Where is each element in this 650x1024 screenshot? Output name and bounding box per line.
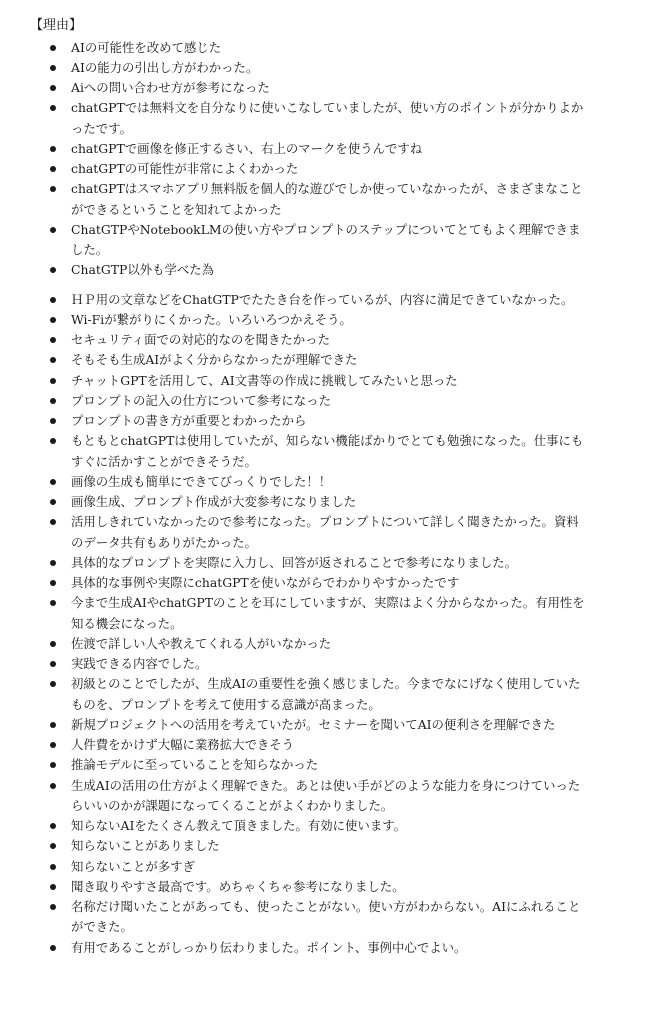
list-item: 名称だけ聞いたことがあっても、使ったことがない。使い方がわからない。AIにふれることができた。 [0,897,591,938]
list-item: 初級とのことでしたが、生成AIの重要性を強く感じました。今までなにげなく使用していたものを、プロンプトを考えて使用する意識が高まった。 [0,674,591,715]
reasons-list [0,38,650,958]
list-item: chatGPTの可能性が非常によくわかった [0,159,591,179]
list-item: 人件費をかけず大幅に業務拡大できそう [0,735,591,755]
list-item: chatGPTはスマホアプリ無料版を個人的な遊びでしか使っていなかったが、さまざまなことができるということを知れてよかった [0,179,591,220]
list-item: 具体的なプロンプトを実際に入力し、回答が返されることで参考になりました。 [0,553,591,573]
list-item: 活用しきれていなかったので参考になった。プロンプトについて詳しく聞きたかった。資料のデータ共有もありがたかった。 [0,512,591,553]
list-item: プロンプトの記入の仕方について参考になった [0,391,591,411]
list-item: AIの可能性を改めて感じた [0,38,591,58]
list-item: chatGPTでは無料文を自分なりに使いこなしていましたが、使い方のポイントが分かりよかったです。 [0,98,591,139]
list-item: 聞き取りやすさ最高です。めちゃくちゃ参考になりました。 [0,877,591,897]
list-item: ＨＰ用の文章などをChatGTPでたたき台を作っているが、内容に満足できていなかった。 [0,290,591,310]
list-item: 生成AIの活用の仕方がよく理解できた。あとは使い手がどのような能力を身につけていったらいいのかが課題になってくることがよくわかりました。 [0,776,591,817]
list-item: 佐渡で詳しい人や教えてくれる人がいなかった [0,634,591,654]
list-item: ChatGTPやNotebookLMの使い方やプロンプトのステップについてとてもよく理解できました。 [0,220,591,261]
list-item: AIの能力の引出し方がわかった。 [0,58,591,78]
list-item: 有用であることがしっかり伝わりました。ポイント、事例中心でよい。 [0,938,591,958]
list-item: 今まで生成AIやchatGPTのことを耳にしていますが、実際はよく分からなかった。有用性を知る機会になった。 [0,593,591,634]
list-item: プロンプトの書き方が重要とわかったから [0,411,591,431]
list-item: チャットGPTを活用して、AI文書等の作成に挑戦してみたいと思った [0,371,591,391]
section-heading: 【理由】 [30,18,83,33]
list-item: 画像の生成も簡単にできてびっくりでした！！ [0,472,591,492]
list-item: 知らないことがありました [0,836,591,856]
list-item: 知らないことが多すぎ [0,857,591,877]
list-item: Aiへの問い合わせ方が参考になった [0,78,591,98]
list-item: 知らないAIをたくさん教えて頂きました。有効に使います。 [0,816,591,836]
list-item: 画像生成、プロンプト作成が大変参考になりました [0,492,591,512]
list-item: 実践できる内容でした。 [0,654,591,674]
list-item: 具体的な事例や実際にchatGPTを使いながらでわかりやすかったです [0,573,591,593]
list-item: 新規プロジェクトへの活用を考えていたが。セミナーを聞いてAIの便利さを理解できた [0,715,591,735]
list-item: セキュリティ面での対応的なのを聞きたかった [0,330,591,350]
list-item: もともとchatGPTは使用していたが、知らない機能ばかりでとても勉強になった。仕事にもすぐに活かすことができそうだ。 [0,431,591,472]
list-item: ChatGTP以外も学べた為 [0,260,591,280]
list-item: そもそも生成AIがよく分からなかったが理解できた [0,350,591,370]
list-item: 推論モデルに至っていることを知らなかった [0,755,591,775]
list-item: Wi-Fiが繋がりにくかった。いろいろつかえそう。 [0,310,591,330]
list-item: chatGPTで画像を修正するさい、右上のマークを使うんですね [0,139,591,159]
